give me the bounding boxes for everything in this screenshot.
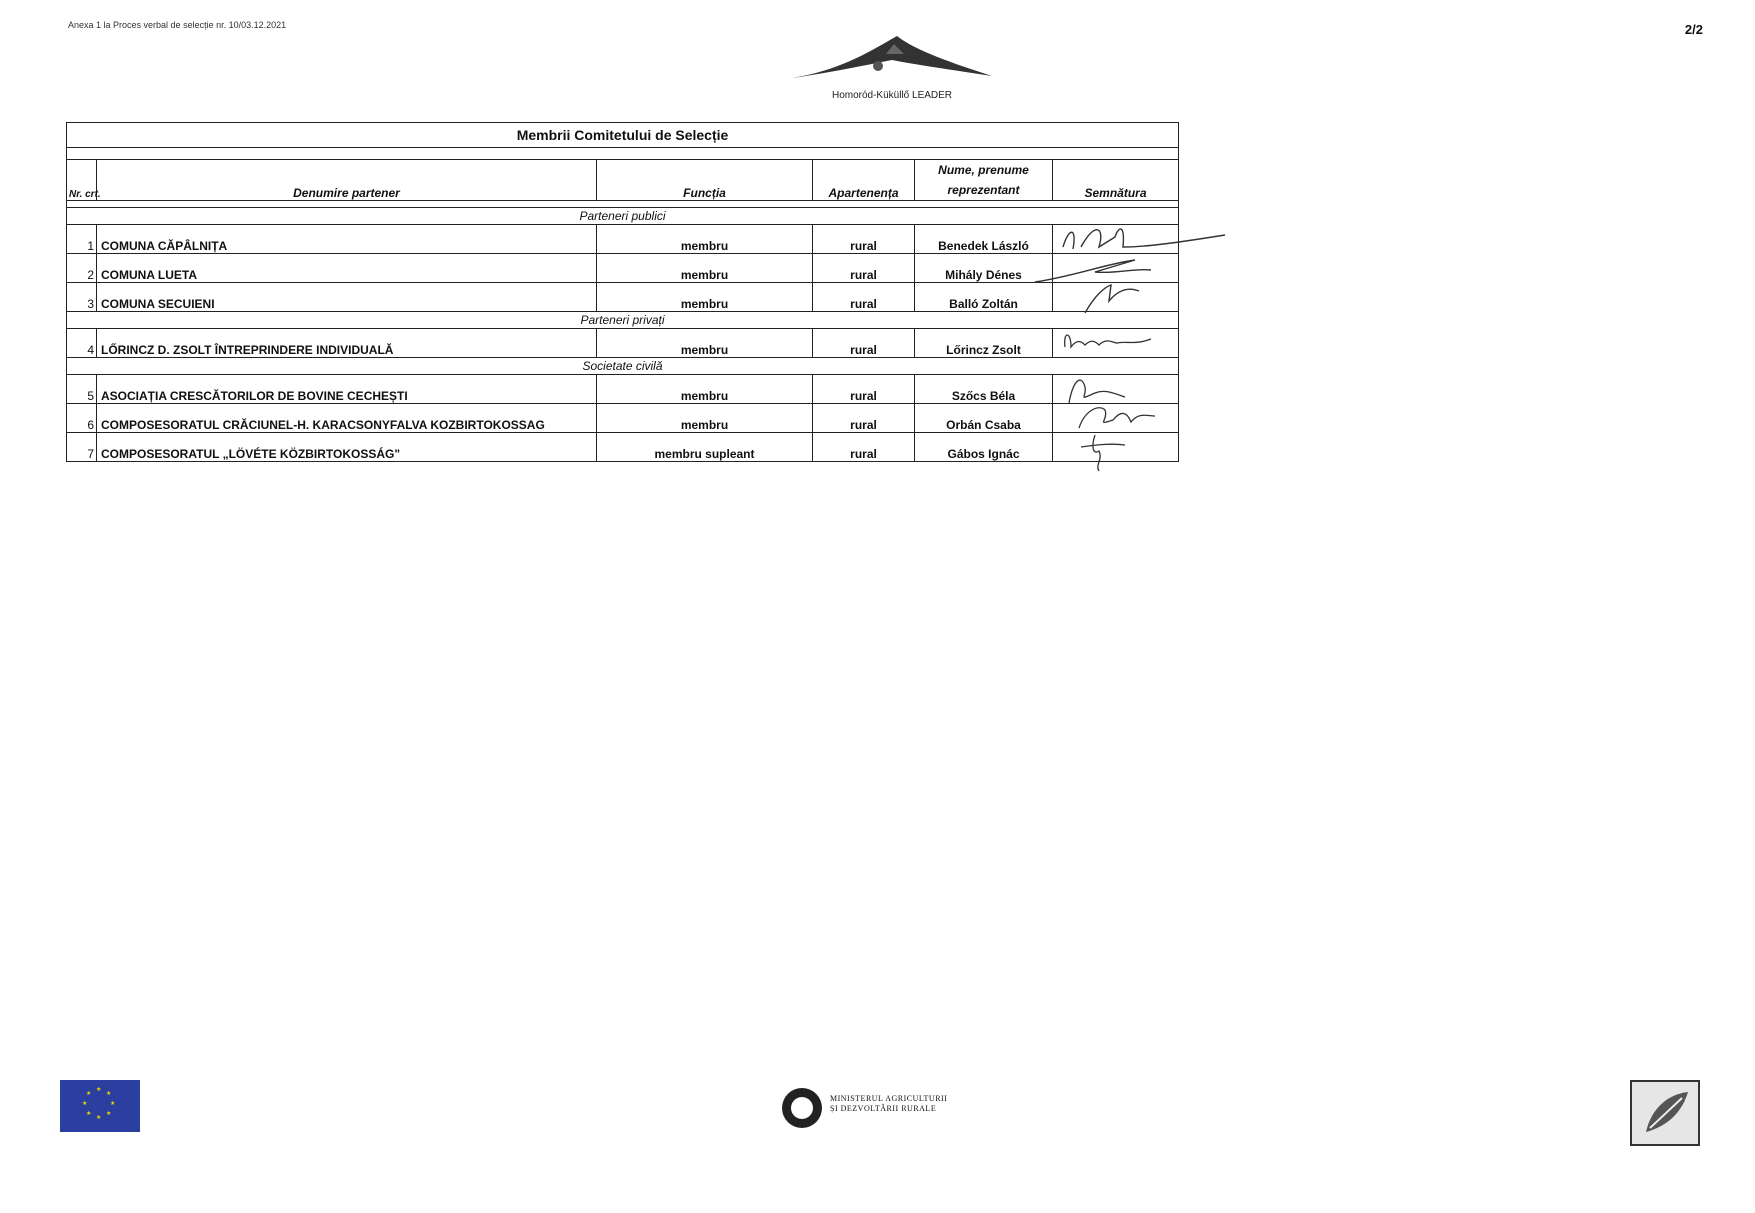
header-nr: Nr. crt. (67, 160, 97, 201)
partner-name: LŐRINCZ D. ZSOLT ÎNTREPRINDERE INDIVIDUALĂ (97, 329, 597, 358)
table-row (67, 375, 1179, 404)
partner-representative: Balló Zoltán (915, 283, 1053, 312)
header-signature: Semnătura (1053, 160, 1179, 201)
eu-flag-icon: ★ ★ ★ ★ ★ ★ ★ ★ (60, 1080, 140, 1132)
row-number: 2 (67, 254, 97, 283)
partner-name: ASOCIAȚIA CRESCĂTORILOR DE BOVINE CECHEȘTI (97, 375, 597, 404)
partner-affiliation: rural (813, 225, 915, 254)
partner-function: membru (597, 225, 813, 254)
leader-logo (782, 30, 1002, 106)
partner-function: membru (597, 283, 813, 312)
table-row (67, 404, 1179, 433)
signature-cell (1053, 433, 1179, 462)
group-label-private: Parteneri privați (67, 312, 1179, 329)
row-number: 1 (67, 225, 97, 254)
header-partner: Denumire partener (97, 160, 597, 201)
row-number: 3 (67, 283, 97, 312)
table-row (67, 433, 1179, 462)
document-reference: Anexa 1 la Proces verbal de selecție nr. 10/03.12.2021 (68, 20, 287, 30)
partner-representative: Mihály Dénes (915, 254, 1053, 283)
partner-representative: Benedek László (915, 225, 1053, 254)
header-affiliation: Apartenența (813, 160, 915, 201)
partner-name: COMUNA LUETA (97, 254, 597, 283)
partner-representative: Lőrincz Zsolt (915, 329, 1053, 358)
partner-function: membru supleant (597, 433, 813, 462)
table-row (67, 254, 1179, 283)
leader-eu-icon (1630, 1080, 1700, 1146)
row-number: 4 (67, 329, 97, 358)
partner-name: COMUNA CĂPÂLNIȚA (97, 225, 597, 254)
partner-affiliation: rural (813, 329, 915, 358)
spacer-row (67, 201, 1179, 208)
partner-function: membru (597, 254, 813, 283)
table-title: Membrii Comitetului de Selecție (67, 123, 1179, 148)
partner-function: membru (597, 404, 813, 433)
partner-function: membru (597, 375, 813, 404)
ministry-name (830, 1094, 947, 1114)
partner-name: COMUNA SECUIENI (97, 283, 597, 312)
partner-representative: Orbán Csaba (915, 404, 1053, 433)
spacer-row (67, 148, 1179, 160)
partner-name: COMPOSESORATUL CRĂCIUNEL-H. KARACSONYFALVA KOZBIRTOKOSSAG (97, 404, 597, 433)
ministry-logo (782, 1088, 1002, 1132)
header-representative: Nume, prenume reprezentant (915, 160, 1053, 201)
row-number: 6 (67, 404, 97, 433)
group-label-civil: Societate civilă (67, 358, 1179, 375)
partner-affiliation: rural (813, 375, 915, 404)
signature-icon (1055, 425, 1165, 471)
signature-cell (1053, 283, 1179, 312)
signature-cell (1053, 329, 1179, 358)
mountain-logo-icon (782, 30, 1002, 90)
page-number: 2/2 (1684, 22, 1703, 37)
partner-name: COMPOSESORATUL „LÖVÉTE KÖZBIRTOKOSSÁG" (97, 433, 597, 462)
partner-affiliation: rural (813, 433, 915, 462)
row-number: 7 (67, 433, 97, 462)
partner-representative: Szőcs Béla (915, 375, 1053, 404)
leaf-icon (1632, 1082, 1698, 1144)
partner-representative: Gábos Ignác (915, 433, 1053, 462)
partner-affiliation: rural (813, 254, 915, 283)
partner-function: membru (597, 329, 813, 358)
selection-committee-table (66, 122, 1179, 462)
signature-icon (1055, 321, 1165, 361)
table-row (67, 225, 1179, 254)
group-label-public: Parteneri publici (67, 208, 1179, 225)
signature-icon (1055, 275, 1165, 315)
partner-affiliation: rural (813, 283, 915, 312)
logo-caption: Homoród-Küküllő LEADER (831, 90, 953, 101)
row-number: 5 (67, 375, 97, 404)
ministry-line-2: ȘI DEZVOLTĂRII RURALE (830, 1104, 937, 1113)
ministry-seal-icon (782, 1088, 822, 1128)
ministry-line-1: MINISTERUL AGRICULTURII (830, 1094, 948, 1103)
header-function: Funcția (597, 160, 813, 201)
partner-affiliation: rural (813, 404, 915, 433)
table-row (67, 329, 1179, 358)
table-row (67, 283, 1179, 312)
